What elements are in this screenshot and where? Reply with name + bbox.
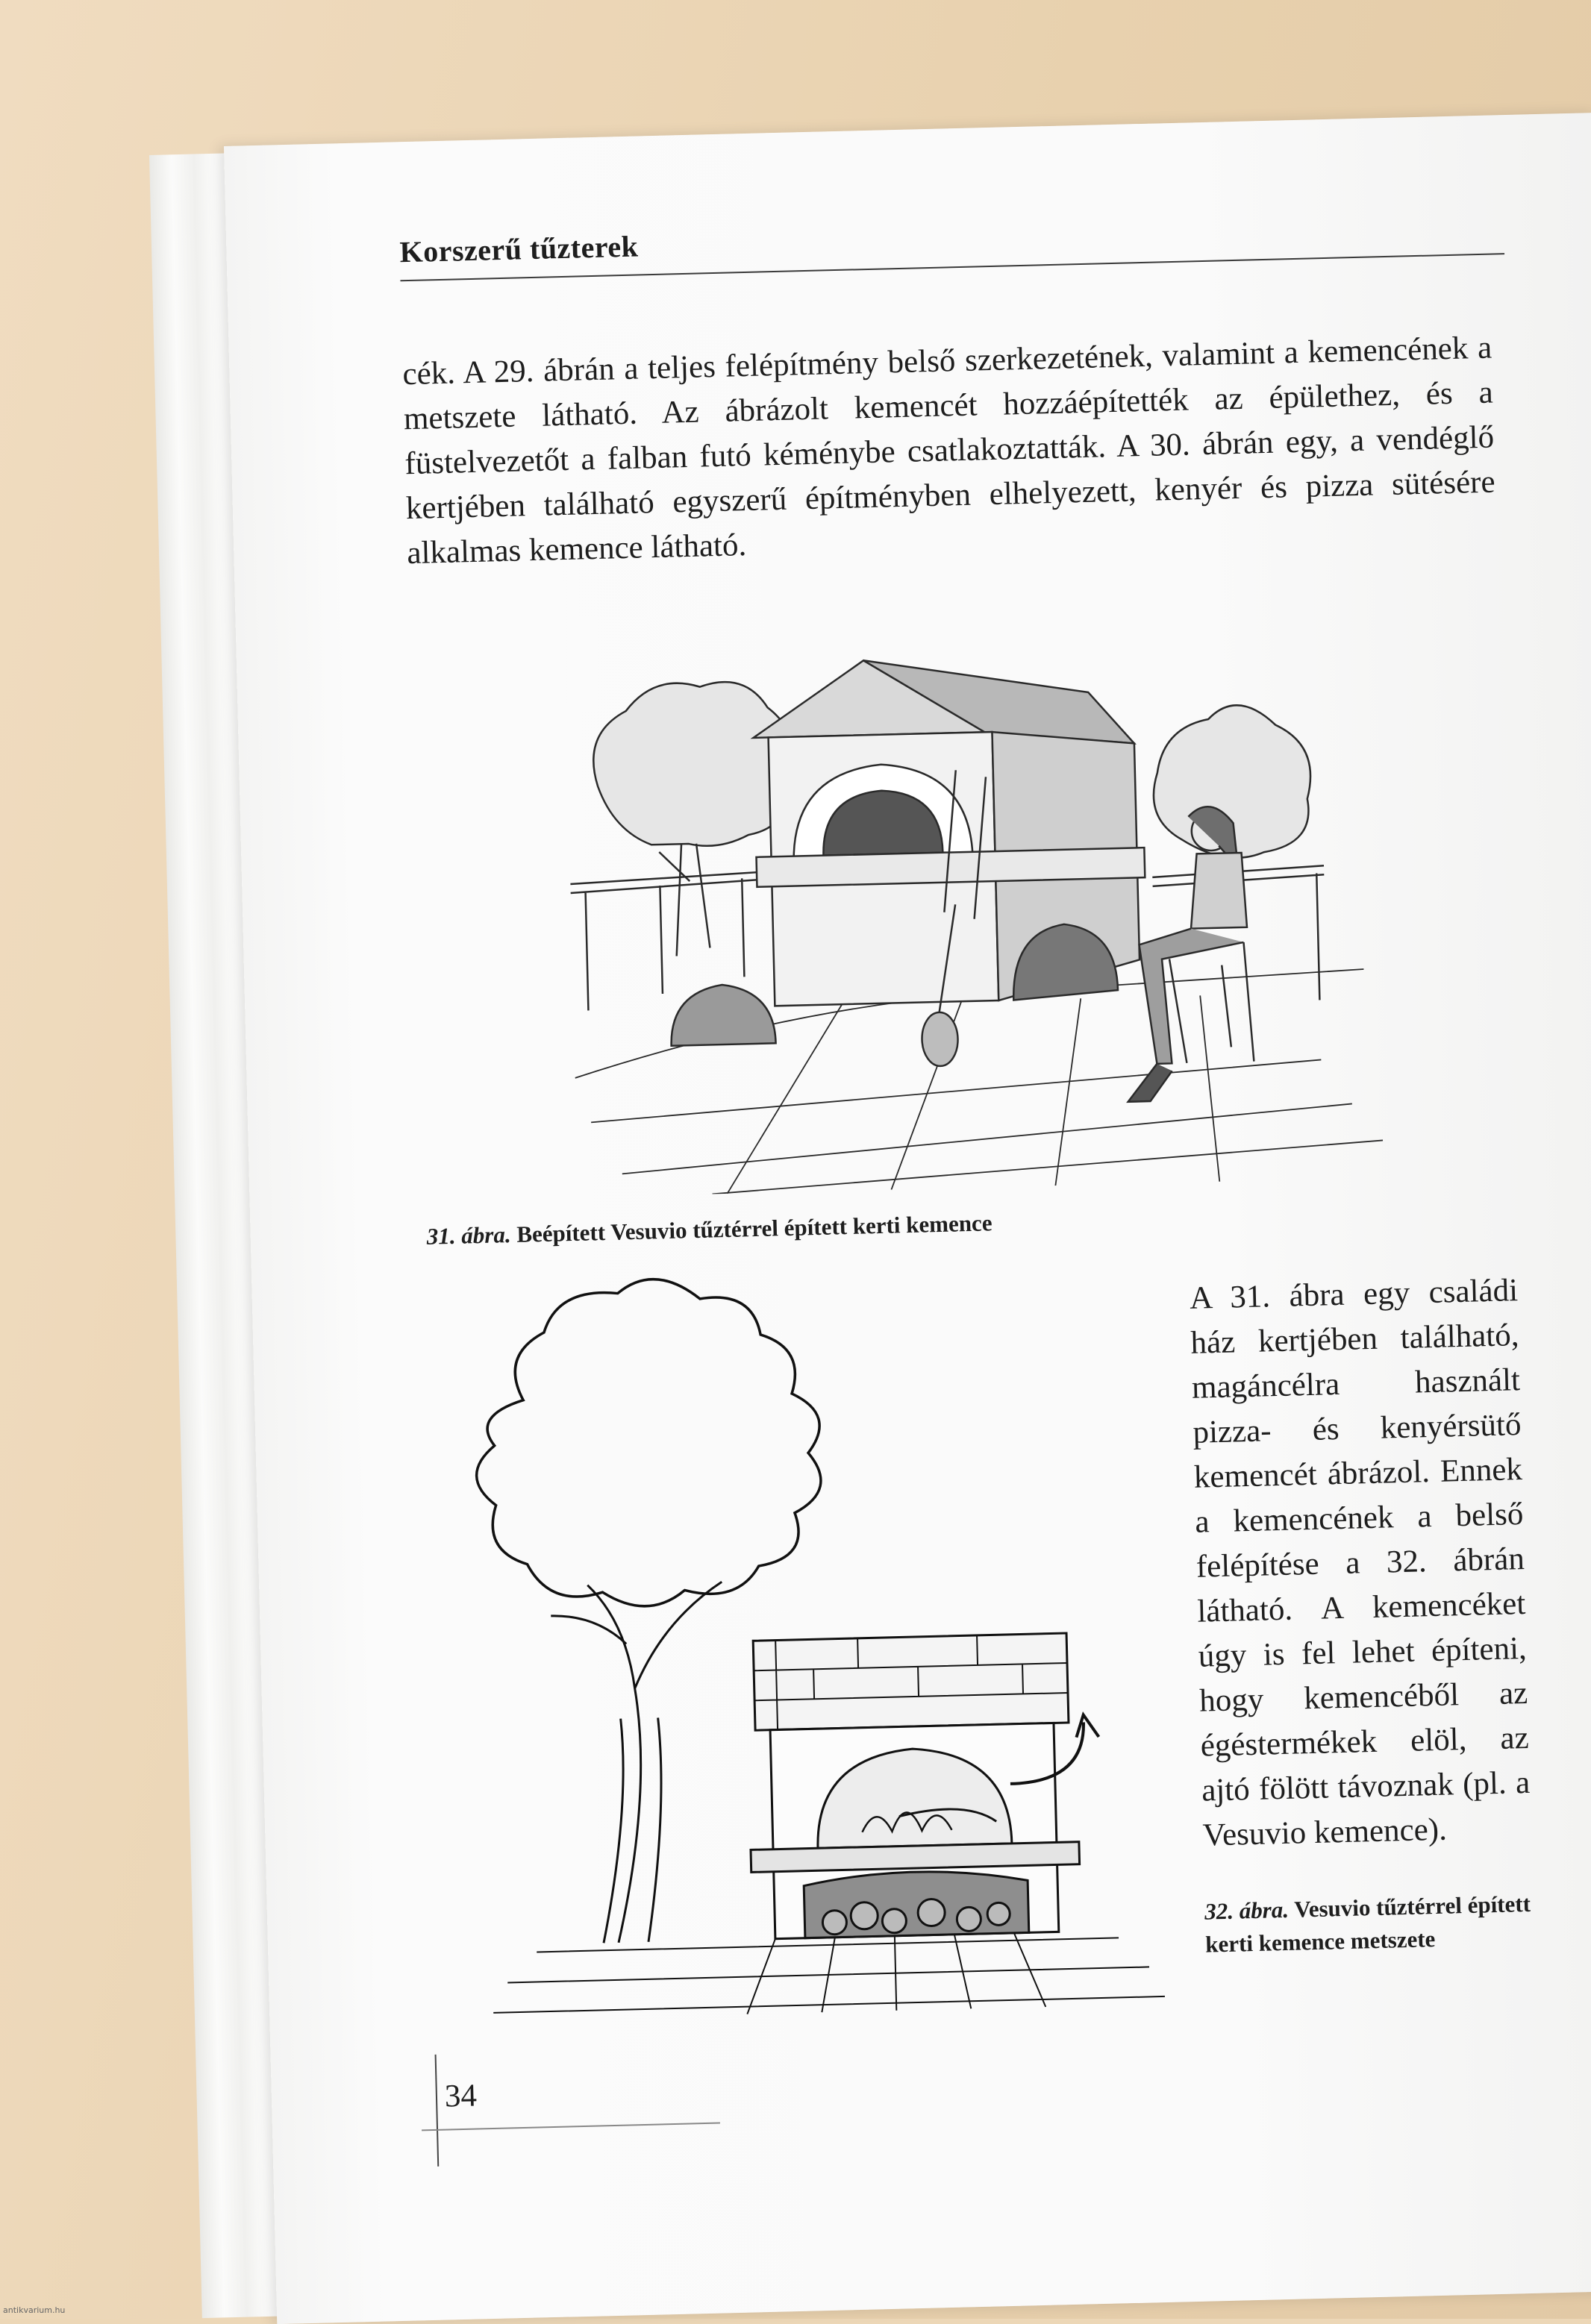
oven [751, 654, 1148, 1006]
oven-section [746, 1632, 1104, 1939]
intro-paragraph [402, 326, 1497, 577]
side-paragraph [1189, 1268, 1531, 1858]
figure-32-caption-text: Vesuvio tűztérrel épített kerti kemence metszete [1204, 1890, 1531, 1958]
page-number-rule-vertical [435, 2055, 440, 2167]
figure-32-illustration [431, 1258, 1166, 2051]
oven-door-lid [670, 983, 776, 1045]
figure-31-illustration [565, 640, 1398, 1197]
intro-text: cék. A 29. ábrán a teljes felépítmény belső szerkezetének, valamint a kemencének a metszete látható. Az ábrázolt kemencét hozzáépítették az épülethez, és a füstelvezetőt a falban futó kéménybe csatlakoztatták. A 30. ábrán egy, a vendéglő kertjében található egyszerű építményben elhelyezett, kenyér és pizza sütésére alkalmas kemence látható. [401, 330, 1496, 571]
running-header [399, 208, 1490, 282]
page-number-rule-horizontal [422, 2123, 720, 2132]
page-number: 34 [444, 2078, 478, 2114]
figure-31-caption-text: Beépített Vesuvio tűztérrel épített kerti kemence [510, 1209, 993, 1248]
figure-32-caption-number: 32. ábra. [1204, 1896, 1290, 1925]
tree-left [592, 680, 797, 958]
watermark: antikvarium.hu [3, 2305, 66, 2315]
book-page [224, 113, 1591, 2324]
figure-31-caption-number: 31. ábra. [426, 1221, 512, 1250]
side-text: A 31. ábra egy családi ház kertjében található, magáncélra használt pizza- és kenyérsütő kemencét ábrázol. Ennek a kemencének a belső felépítése a 32. ábrán látható. A kemencéket úgy is fel lehet építeni, hogy kemencéből az égéstermékek elöl, az ajtó fölött távoznak (pl. a Vesuvio kemence). [1189, 1273, 1531, 1853]
figure-31-caption [426, 1209, 993, 1250]
figure-32-caption [1204, 1887, 1549, 1961]
ground-lines [492, 1929, 1165, 2020]
chapter-title: Korszerű tűzterek [398, 229, 639, 269]
